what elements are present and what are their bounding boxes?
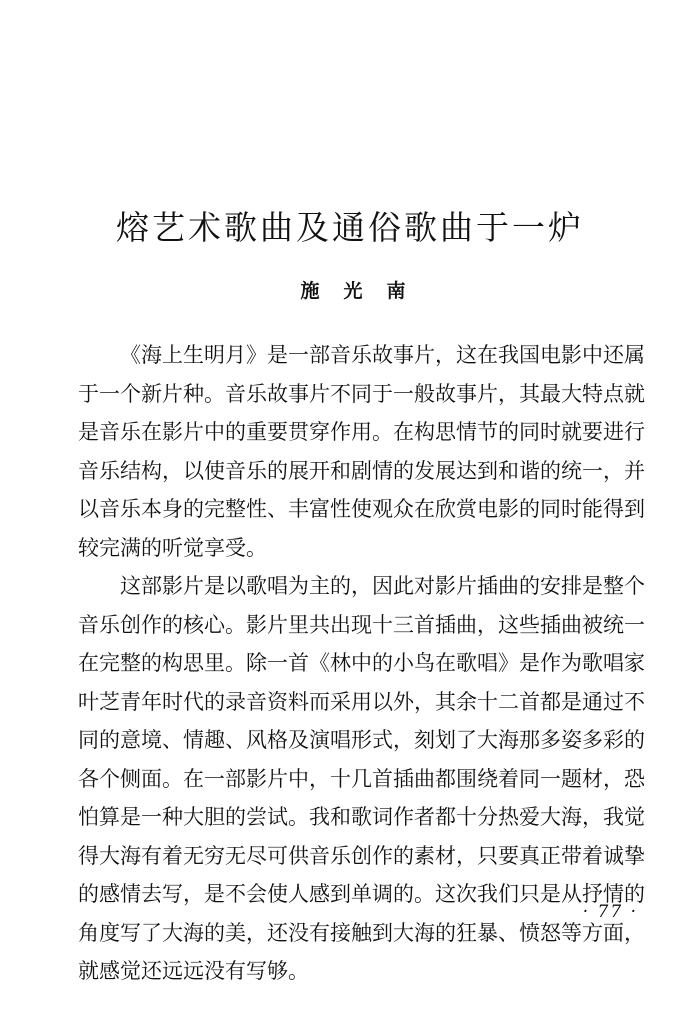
page-number: · 77 · [582, 902, 638, 922]
article-title: 熔艺术歌曲及通俗歌曲于一炉 [116, 208, 584, 248]
paragraph: 《海上生明月》是一部音乐故事片，这在我国电影中还属于一个新片种。音乐故事片不同于一般故事片，其最大特点就是音乐在影片中的重要贯穿作用。在构思情节的同时就要进行音乐结构，以使音乐的展开和剧情的发展达到和谐的统一，并以音乐本身的完整性、丰富性使观众在欣赏电影的同时能得到较完满的听觉享受。 [78, 343, 645, 560]
article-body [78, 336, 645, 991]
article-author: 施光南 [300, 280, 430, 302]
paragraph: 这部影片是以歌唱为主的，因此对影片插曲的安排是整个音乐创作的核心。影片里共出现十三首插曲，这些插曲被统一在完整的构思里。除一首《林中的小鸟在歌唱》是作为歌唱家叶芝青年时代的录音资料而采用以外，其余十二首都是通过不同的意境、情趣、风格及演唱形式，刻划了大海那多姿多彩的各个侧面。在一部影片中，十几首插曲都围绕着同一题材，恐怕算是一种大胆的尝试。我和歌词作者都十分热爱大海，我觉得大海有着无穷无尽可供音乐创作的素材，只要真正带着诚挚的感情去写，是不会使人感到单调的。这次我们只是从抒情的角度写了大海的美，还没有接触到大海的狂暴、愤怒等方面，就感觉还远远没有写够。 [78, 574, 645, 983]
